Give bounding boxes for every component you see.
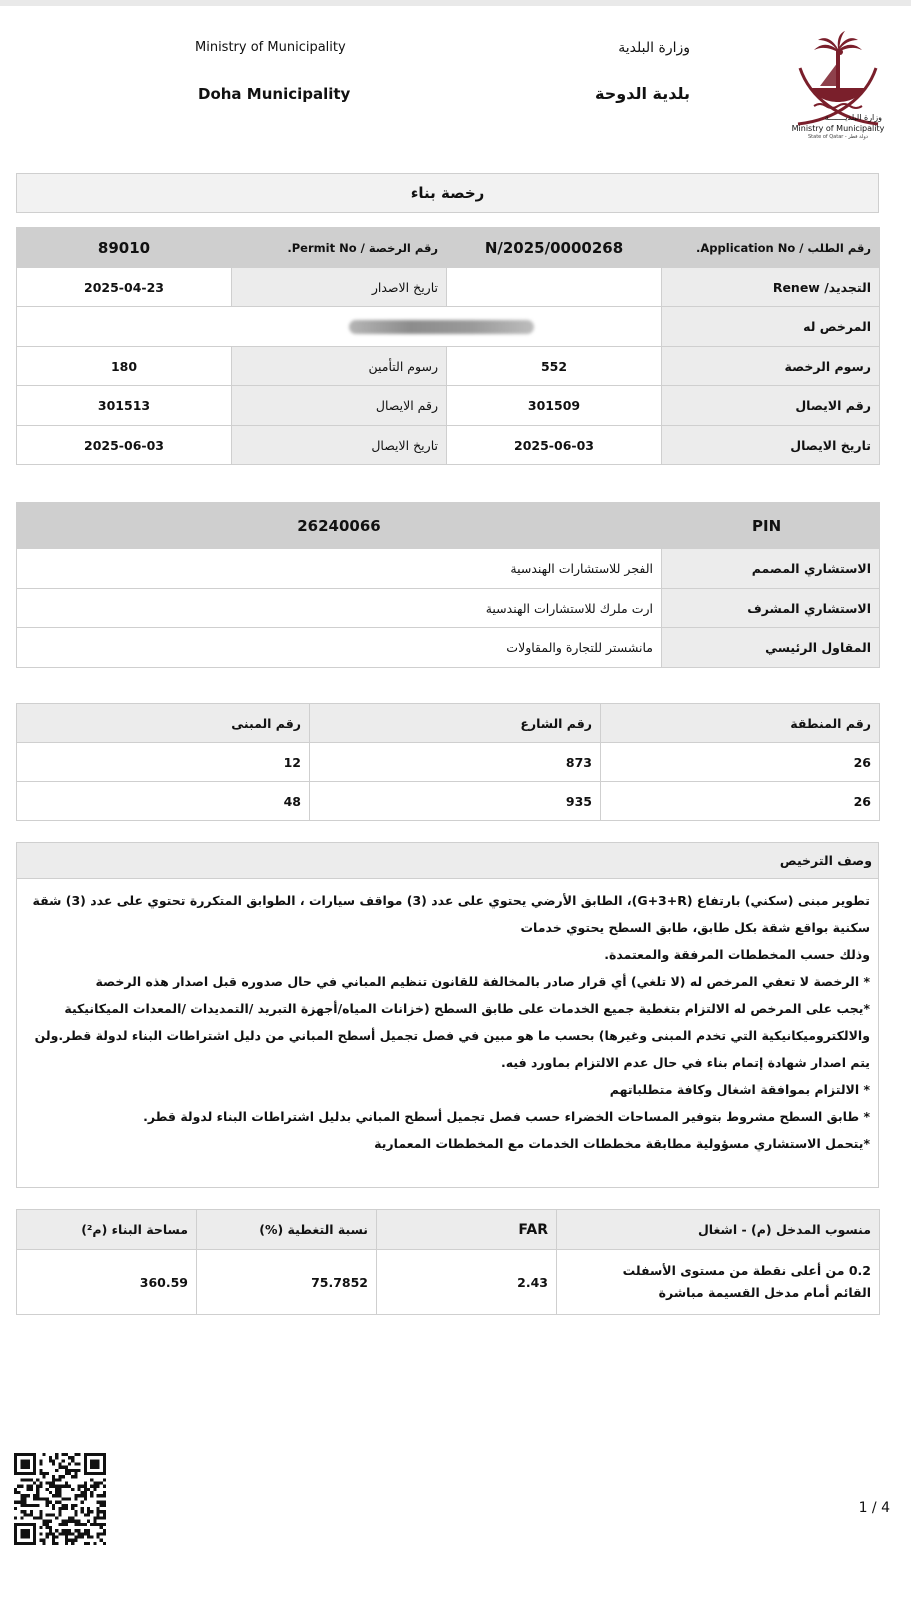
coverage-ratio-header: نسبة التغطية (%) — [197, 1210, 377, 1250]
description-line: * الالتزام بموافقة اشغال وكافة متطلباتهم — [609, 1082, 870, 1097]
zone-number-cell: 26 — [601, 782, 880, 821]
building-area-cell: 360.59 — [17, 1250, 197, 1315]
receipt-date-1-label: تاريخ الايصال — [662, 426, 880, 465]
pin-label: PIN — [662, 503, 880, 549]
pin-consultants-table — [16, 502, 880, 668]
table-row — [17, 743, 880, 782]
street-number-cell: 935 — [310, 782, 601, 821]
receipt-date-1-value: 2025-06-03 — [447, 426, 662, 465]
building-number-cell: 12 — [17, 743, 310, 782]
document-title: رخصة بناء — [16, 173, 879, 213]
description-line: تطوير مبنى (سكني) بارتفاع (G+3+R)، الطابق الأرضي يحتوي على عدد (3) مواقف سيارات ، الطوابق المتكررة تحتوي على عدد (3) شقة سكنية بواقع شقة بكل طابق، طابق السطح يحتوي خدمات — [32, 893, 870, 935]
ministry-name-en: Ministry of Municipality — [195, 40, 346, 55]
coverage-ratio-cell: 75.7852 — [197, 1250, 377, 1315]
entrance-level-header: منسوب المدخل (م) - اشغال — [557, 1210, 880, 1250]
far-cell: 2.43 — [377, 1250, 557, 1315]
street-number-header: رقم الشارع — [310, 704, 601, 743]
supervisor-consultant-label: الاستشاري المشرف — [662, 589, 880, 628]
renew-label: التجديد/ Renew — [662, 268, 880, 307]
license-description-body — [17, 879, 878, 1157]
far-header: FAR — [377, 1210, 557, 1250]
location-table — [16, 703, 880, 821]
license-description-box — [16, 842, 879, 1188]
permit-fee-label: رسوم الرخصة — [662, 347, 880, 386]
zone-number-header: رقم المنطقة — [601, 704, 880, 743]
description-line: * الرخصة لا تعفي المرخص له (لا تلغي) أي قرار صادر بالمخالفة للقانون تنظيم المباني في حال صدوره قبل اصدار هذه الرخصة — [95, 974, 870, 989]
description-line: * طابق السطح مشروط بتوفير المساحات الخضراء حسب فصل تجميل أسطح المباني بدليل اشتراطات البناء لدولة قطر. — [143, 1109, 870, 1124]
application-number-value: N/2025/0000268 — [447, 228, 662, 268]
street-number-cell: 873 — [310, 743, 601, 782]
receipt-date-2-label: تاريخ الايصال — [232, 426, 447, 465]
ministry-name-ar: وزارة البلدية — [618, 40, 690, 56]
municipality-name-ar: بلدية الدوحة — [595, 84, 690, 103]
licensee-value — [17, 307, 662, 347]
insurance-fee-label: رسوم التأمين — [232, 347, 447, 386]
receipt-date-2-value: 2025-06-03 — [17, 426, 232, 465]
permit-number-label: رقم الرخصة / Permit No. — [232, 228, 447, 268]
permit-fee-value: 552 — [447, 347, 662, 386]
description-line: *يتحمل الاستشاري مسؤولية مطابقة مخططات الخدمات مع المخططات المعمارية — [374, 1136, 870, 1151]
receipt-number-2-label: رقم الايصال — [232, 386, 447, 426]
issue-date-label: تاريخ الاصدار — [232, 268, 447, 307]
license-description-heading: وصف الترخيص — [17, 843, 878, 879]
designer-consultant-label: الاستشاري المصمم — [662, 549, 880, 589]
building-metrics-table — [16, 1209, 880, 1315]
renew-value — [447, 268, 662, 307]
pin-value: 26240066 — [17, 503, 662, 549]
description-line: *يجب على المرخص له الالتزام بتغطية جميع الخدمات على طابق السطح (خزانات المياه/أجهزة التبريد /التمديدات /المعدات الميكانيكية والالكتروميكانيكية التي تخدم المبنى وغيرها) بحسب ما هو مبين في فصل تجميل أسطح المباني من دليل اشتراطات البناء لدولة قطر.ولن يتم اصدار شهادة إتمام بناء في حال عدم الالتزام بماورد فيه. — [34, 1001, 870, 1070]
top-edge — [0, 0, 911, 6]
receipt-number-2-value: 301513 — [17, 386, 232, 426]
building-number-cell: 48 — [17, 782, 310, 821]
page-number: 1 / 4 — [858, 1500, 890, 1516]
table-row — [17, 1250, 880, 1315]
designer-consultant-value: الفجر للاستشارات الهندسية — [17, 549, 662, 589]
logo-caption-en: Ministry of Municipality — [791, 124, 885, 133]
zone-number-cell: 26 — [601, 743, 880, 782]
entrance-level-cell: 0.2 من أعلى نقطة من مستوى الأسفلت القائم أمام مدخل القسيمة مباشرة — [557, 1250, 880, 1315]
licensee-label: المرخص له — [662, 307, 880, 347]
logo-caption-sub: State of Qatar - دولة قطر — [808, 134, 868, 140]
municipality-name-en: Doha Municipality — [198, 85, 351, 103]
logo-caption-ar: وزارة البلديـــــــة — [824, 113, 882, 122]
main-contractor-value: مانشستر للتجارة والمقاولات — [17, 628, 662, 668]
table-row — [17, 782, 880, 821]
building-area-header: مساحة البناء (م²) — [17, 1210, 197, 1250]
permit-info-table — [16, 227, 880, 465]
permit-number-value: 89010 — [17, 228, 232, 268]
receipt-number-1-label: رقم الايصال — [662, 386, 880, 426]
receipt-number-1-value: 301509 — [447, 386, 662, 426]
redacted-name — [349, 320, 534, 334]
insurance-fee-value: 180 — [17, 347, 232, 386]
qr-code[interactable] — [14, 1453, 106, 1545]
building-number-header: رقم المبنى — [17, 704, 310, 743]
issue-date-value: 2025-04-23 — [17, 268, 232, 307]
supervisor-consultant-value: ارت ملرك للاستشارات الهندسية — [17, 589, 662, 628]
application-number-label: رقم الطلب / Application No. — [662, 228, 880, 268]
description-line: وذلك حسب المخططات المرفقة والمعتمدة. — [604, 947, 870, 962]
main-contractor-label: المقاول الرئيسي — [662, 628, 880, 668]
